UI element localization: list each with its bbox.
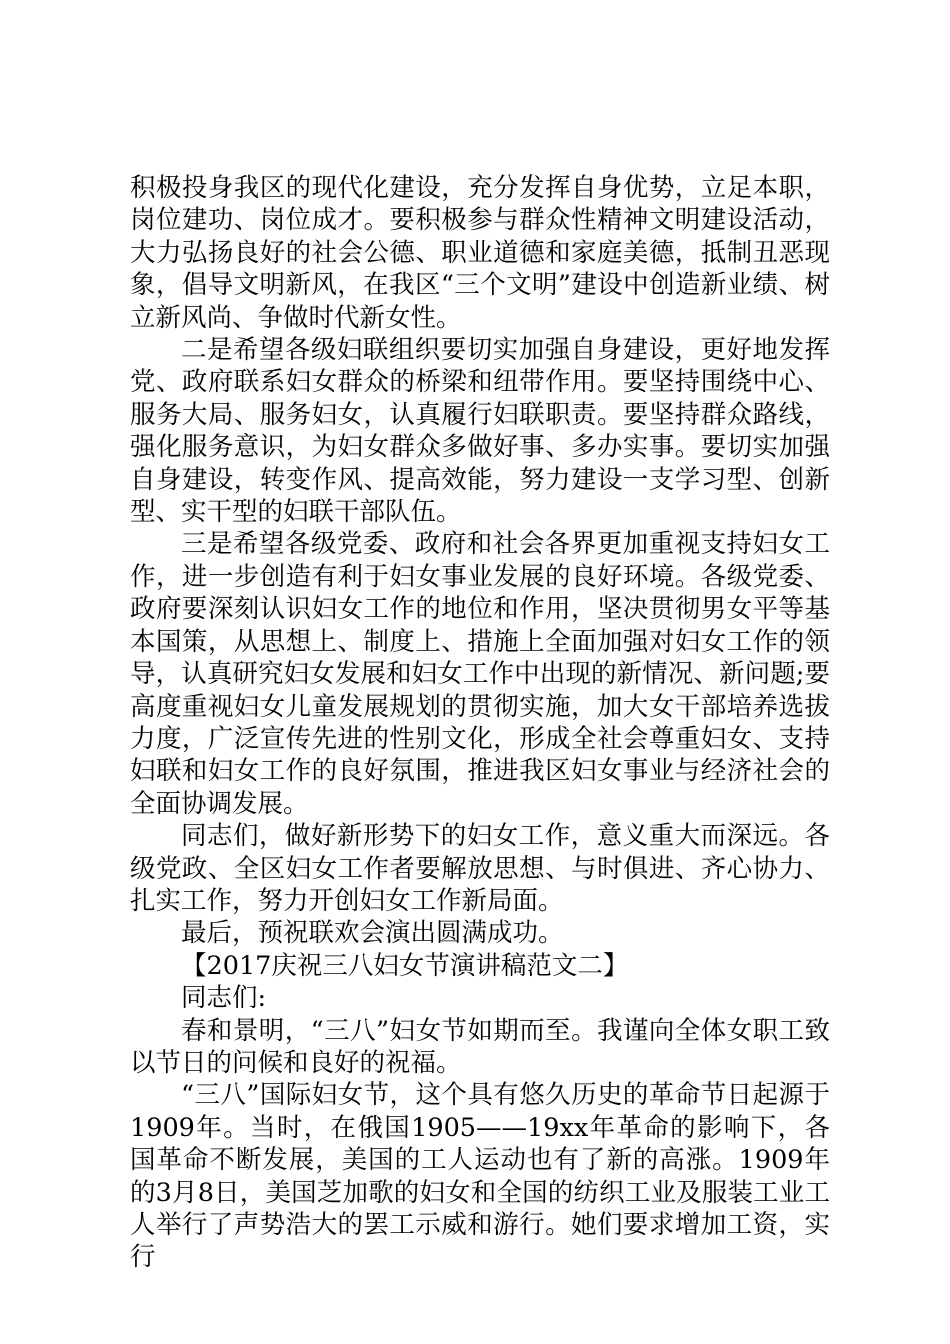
paragraph-4: 同志们，做好新形势下的妇女工作，意义重大而深远。各级党政、全区妇女工作者要解放思想、与时俱进、齐心协力、扎实工作，努力开创妇女工作新局面。 — [130, 821, 830, 916]
section-heading: 【2017庆祝三八妇女节演讲稿范文二】 — [181, 950, 629, 981]
paragraph-1: 积极投身我区的现代化建设，充分发挥自身优势，立足本职，岗位建功、岗位成才。要积极参与群众性精神文明建设活动，大力弘扬良好的社会公德、职业道德和家庭美德，抵制丑恶现象，倡导文明新风，在我区“三个文明”建设中创造新业绩、树立新风尚、争做时代新女性。 — [130, 173, 830, 333]
paragraph-5: 最后，预祝联欢会演出圆满成功。 — [181, 918, 564, 949]
paragraph-6: 春和景明，“三八”妇女节如期而至。我谨向全体女职工致以节日的问候和良好的祝福。 — [130, 1015, 830, 1078]
salutation: 同志们: — [181, 983, 267, 1014]
paragraph-7: “三八”国际妇女节，这个具有悠久历史的革命节日起源于1909年。当时，在俄国1905——19xx年革命的影响下，各国革命不断发展，美国的工人运动也有了新的高涨。1909年的3月8日，美国芝加歌的妇女和全国的纺织工业及服装工业工人举行了声势浩大的罢工示威和游行。她们要求增加工资，实行 — [130, 1080, 830, 1273]
paragraph-2: 二是希望各级妇联组织要切实加强自身建设，更好地发挥党、政府联系妇女群众的桥梁和纽带作用。要坚持围绕中心、服务大局、服务妇女，认真履行妇联职责。要坚持群众路线，强化服务意识，为妇女群众多做好事、多办实事。要切实加强自身建设，转变作风、提高效能，努力建设一支学习型、创新型、实干型的妇联干部队伍。 — [130, 335, 830, 528]
paragraph-3: 三是希望各级党委、政府和社会各界更加重视支持妇女工作，进一步创造有利于妇女事业发展的良好环境。各级党委、政府要深刻认识妇女工作的地位和作用，坚决贯彻男女平等基本国策，从思想上、制度上、措施上全面加强对妇女工作的领导，认真研究妇女发展和妇女工作中出现的新情况、新问题;要高度重视妇女儿童发展规划的贯彻实施，加大女干部培养选拔力度，广泛宣传先进的性别文化，形成全社会尊重妇女、支持妇联和妇女工作的良好氛围，推进我区妇女事业与经济社会的全面协调发展。 — [130, 529, 830, 819]
document-body — [130, 172, 830, 1274]
